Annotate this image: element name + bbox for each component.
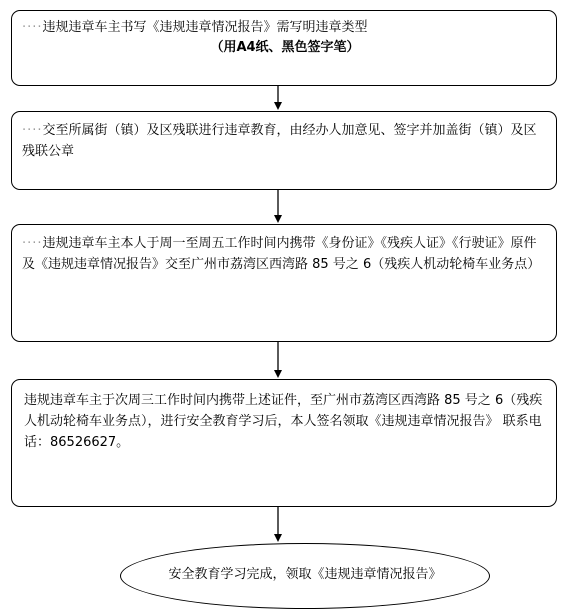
step-1-text: 违规违章车主书写《违规违章情况报告》需写明违章类型 [42,20,368,35]
arrow-3-head [274,370,282,378]
final-text: 安全教育学习完成，领取《违规违章情况报告》 [168,566,442,582]
arrow-1-head [274,102,282,110]
step-1-note: （用A4纸、黑色签字笔） [210,40,360,55]
arrow-4-head [274,534,282,542]
step-1-dots: ···· [22,20,43,35]
arrow-2-head [274,215,282,223]
step-3-dots: ···· [22,236,43,251]
step-4-text: 违规违章车主于次周三工作时间内携带上述证件，至广州市荔湾区西湾路 85 号之 6（残疾人机动轮椅车业务点），进行安全教育学习后，本人签名领取《违规违章情况报告》 联系电话：86526627。 [24,393,543,450]
step-3-text: 违规违章车主本人于周一至周五工作时间内携带《身份证》《残疾人证》《行驶证》原件及《违规违章情况报告》交至广州市荔湾区西湾路 85 号之 6（残疾人机动轮椅车业务点） [22,236,541,272]
step-2-dots: ···· [22,123,43,138]
step-2-text: 交至所属街（镇）及区残联进行违章教育，由经办人加意见、签字并加盖街（镇）及区残联公章 [22,123,537,159]
